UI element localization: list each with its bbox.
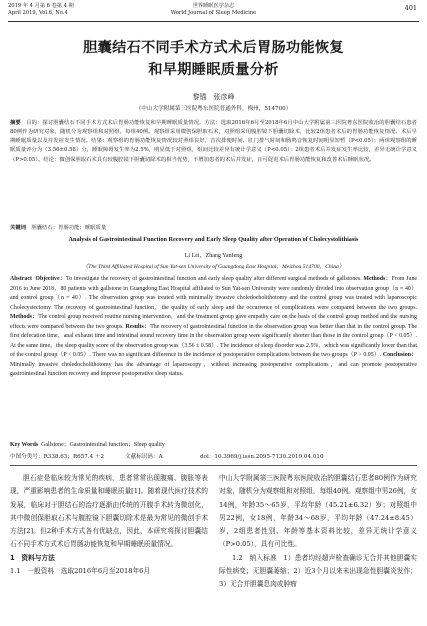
abstract-cn — [10, 119, 417, 165]
abstract-label-en: Abstract — [10, 276, 32, 282]
conclusion-label: Conclusion： — [382, 352, 417, 359]
body-column-right — [219, 472, 417, 592]
keywords-text-cn: 胆囊结石；胃肠功能；睡眠质量 — [31, 225, 107, 231]
doi: doi：10.3969/j.issn.2095-7130.2019.04.010 — [200, 454, 324, 460]
conclusion-text: Minimally invasive choledocholithotomy has the advantage of laparoscopy，without increasing postoperative complications，and can promote postoperative gastrointestinal function recovery and improve postoperative sleep status. — [10, 361, 417, 378]
section-heading-1: 1 资料与方法 — [10, 553, 55, 562]
keywords-text-en: Gallstone；Gastrointestinal function；Sleep quality — [41, 442, 165, 448]
title-line-2: 和早期睡眠质量分析 — [148, 62, 279, 78]
authors-cn: 黎锚 张彦峰 — [192, 93, 235, 101]
page-number: 401 — [404, 4, 417, 12]
inclusion-criteria-paragraph: 1.2 纳入标准 1）患者均经超声检查确诊无合并其他胆囊实际性病变；无胆囊萎缩；2）近3个月以来未出现急性胆囊炎发作；3）无合并胆囊息肉或肿瘤 — [219, 553, 417, 589]
affiliation-en: （The Third Affiliated Hospital of Sun Yat-sen University of Guangdong East Hospital，Meizhou 514700，China） — [82, 264, 345, 270]
affiliation-cn: （中山大学附属第三医院粤东医院普通外科，梅州，514700） — [135, 106, 292, 112]
article-title-en: Analysis of Gastrointestinal Function Recovery and Early Sleep Quality after Operation of Cholecystolithiasis — [68, 236, 359, 243]
subsection-1-1: 1.1 一般资料 选取2016年6月至2018年6月 — [10, 567, 151, 576]
intro-paragraph: 胆石症是临床较为常见的疾病，患者常常出现腹痛、腹胀等表现，严重影响患者的生命质量和睡眠质量[1]。随着现代医疗技术的发展，临床对于胆结石的治疗逐渐由传统的开腹手术转为微创化，其中微创保胆取石术与腹腔镜下胆囊切除术是最为常见的微创手术方法[2]。但2种手术方式各有优缺点，因此，本研究将探讨胆囊结石不同手术方式术后胃肠功能恢复和早期睡眠质量情况。 — [10, 474, 208, 549]
header-divider — [8, 21, 419, 22]
keywords-en — [10, 439, 417, 448]
body-column-left — [10, 472, 208, 578]
keywords-cn — [10, 223, 417, 231]
issue-cn: 2019 年 4 月第 6 卷第 4 期 — [8, 3, 74, 9]
results-text: The recovery of gastrointestinal function in the observation group was better than that in the control group. The first defecation time，anal exhaust time and intestinal sound recovery time in the observation group were significantly shorter than those in the control group（P < 0.05）. At the same time，the sleep quality score of the observation group was（3.56 ± 0.58）. The incidence of sleep disorder was 2.5%，which was significantly lower than that of the control group（P < 0.05）. There was no significant difference in the incidence of postoperative complications between the two groups（P > 0.05）. — [10, 323, 418, 359]
general-data-paragraph: 中山大学附属第三医院粤东医院收治的胆囊结石患者80例作为研究对象，随机分为观察组和对照组，每组40例。观察组中男26例，女14例，年龄35～65岁，平均年龄（45.21±6.32）岁；对照组中男22例，女18例，年龄34～68岁，平均年龄（47.24±8.45）岁，2组患者性别、年龄等基本资料比较，差异无统计学意义（P>0.05），具有可比性。 — [219, 474, 417, 549]
keywords-label-en: Key Words — [10, 442, 39, 448]
document-code: 文献标识码：A — [125, 454, 163, 460]
keywords-label-cn: 关键词 — [10, 225, 27, 231]
objective-label: Objective： — [35, 276, 66, 282]
methods-text: From June 2016 to June 2018，80 patients with gallstone in Guangdong East Hospital affiliated to Sun Yat-sen University were randomly divided into observation group（n = 40）and control group（n = 40）. The observation group was treated with minimally invasive choledocholithotomy and the control group was treated with laparoscopic Cholecystectomy. The recovery of gastrointestinal function，the quality of early sleep and the occurrence of complications were compared between the two groups. — [10, 276, 418, 311]
journal-name-en: World Journal of Sleep Medicine — [170, 10, 257, 16]
methods2-text: The control group received routine nursing intervention，and the treatment group gave empathy care on the basis of the control group method and the nursing effects were compared between the two groups. — [10, 314, 417, 330]
abstract-en — [10, 275, 417, 380]
methods2-label: Methods： — [10, 314, 39, 321]
clc-number: 中图分类号：R338.63；R657.4 ＋2 — [10, 454, 105, 460]
journal-name-cn: 世界睡眠医学杂志 — [192, 3, 235, 9]
abstract-label-cn: 摘要 — [10, 120, 21, 126]
meta-divider — [10, 465, 417, 466]
methods-label: Methods： — [363, 276, 392, 282]
issue-en: April 2019, Vol.6, No.4 — [8, 10, 68, 16]
article-title-cn — [20, 37, 407, 81]
authors-en: Li Lei，Zhang Yanfeng — [184, 253, 243, 259]
results-label: Results： — [125, 323, 151, 330]
title-line-1: 胆囊结石不同手术方式术后胃肠功能恢复 — [83, 40, 344, 56]
objective-text: To investigate the recovery of gastrointestinal function and early sleep quality after different surgical methods of gallstones. — [65, 276, 362, 282]
abstract-text-cn: 目的：探讨胆囊结石不同手术方式术后胃肠功能恢复和早期睡眠质量情况。方法：选取2016年6月至2018年6月中山大学附属第三医院粤东医院收治的胆囊结石患者80例作为研究对象，随机分为观察组和对照组，每组40例。观察组采用微创保胆取石术，对照组采用腹腔镜下胆囊切除术，比较2组患者术后的胃肠功能恢复情况、术后早期睡眠质量以及并发症发生情况。结果：观察组的胃肠功能恢复情况较对照组良好，首次排便时间、肛门排气时间和肠鸣音恢复时间明显短暂（P<0.05）；两组观察组的睡眠质量评分为（3.56±0.58）分，睡眠障碍发生率为2.5%，明显低于对照组，组间比较差异有统计学意义（P<0.05）；2组患者术后并发症发生率比较，差异无统计学意义（P>0.05）。结论：微创保胆取石术具有较腹腔镜下胆囊切除术的相当优势，不增加患者的术后并发症，且可促进术后胃肠功能恢复和改善术后睡眠状况。 — [10, 120, 418, 163]
running-header — [8, 2, 419, 22]
journal-name — [8, 3, 419, 17]
